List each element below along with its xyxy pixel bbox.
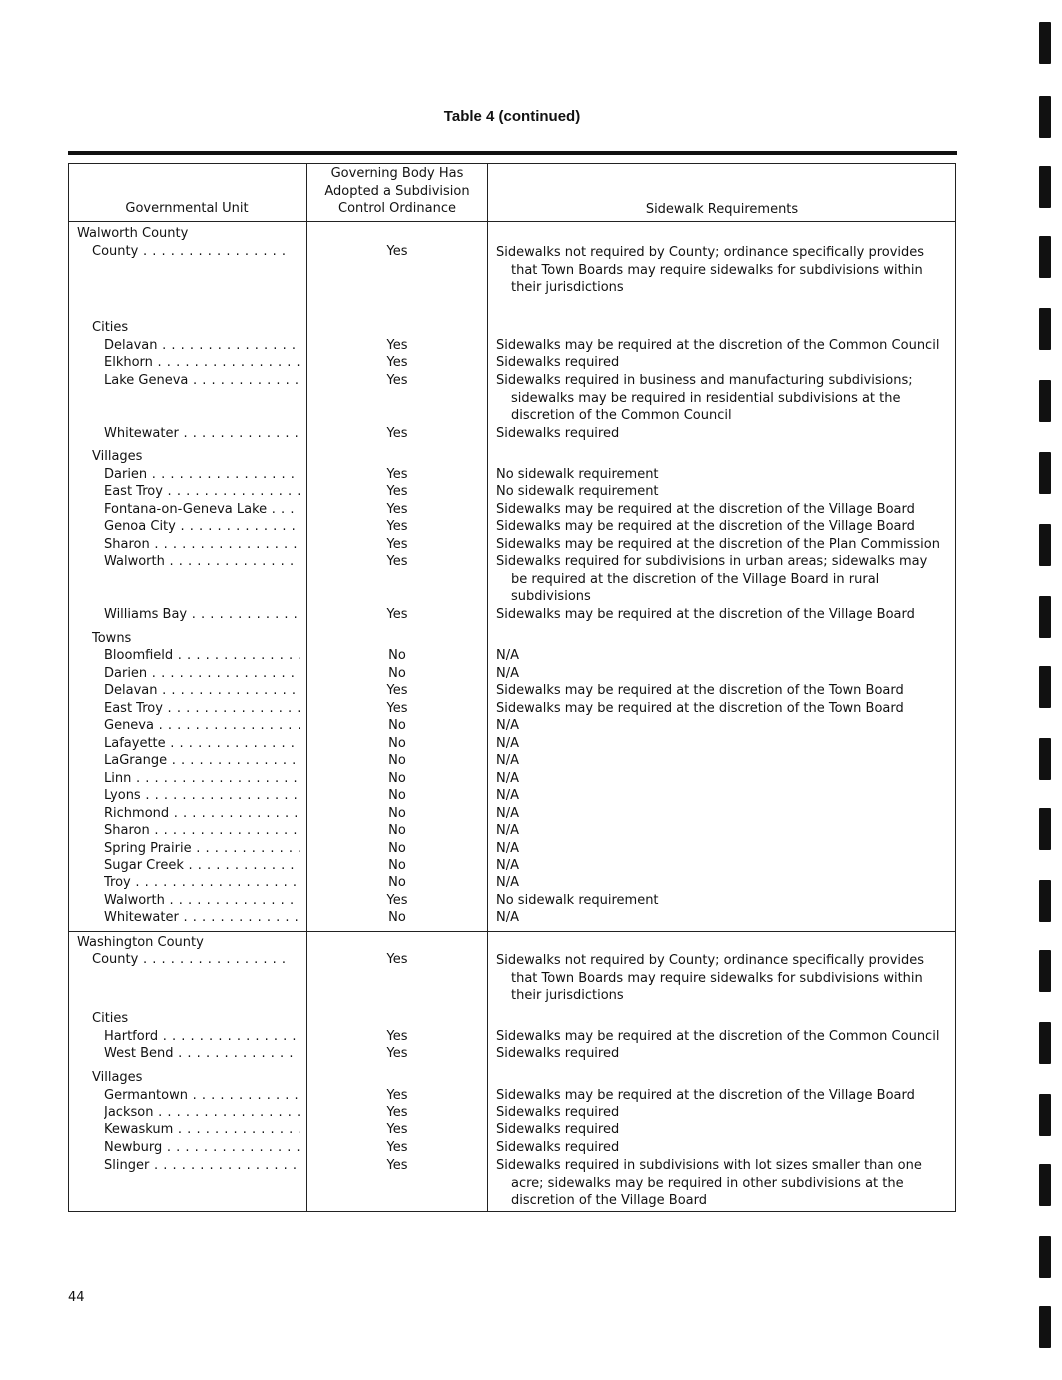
ordinance-value: Yes (386, 373, 408, 388)
binder-mark (1039, 666, 1051, 708)
group-label: Villages (92, 1070, 143, 1085)
section-divider (68, 931, 956, 932)
group-label: Towns (92, 631, 132, 646)
unit-name: Sugar Creek . . . (104, 857, 300, 875)
unit-name: Darien . . . (104, 665, 300, 683)
ordinance-value: Yes (386, 338, 408, 353)
requirement-line: subdivisions (511, 589, 591, 604)
requirement-text (496, 952, 951, 1005)
unit-name: Williams Bay . . . (104, 606, 300, 624)
requirement-text: N/A (496, 771, 519, 786)
ordinance-value: Yes (386, 607, 408, 622)
ordinance-value: Yes (386, 1029, 408, 1044)
binder-mark (1039, 1022, 1051, 1064)
binder-mark (1039, 738, 1051, 780)
county-heading: Walworth County (77, 226, 189, 241)
page-number: 44 (68, 1290, 85, 1305)
requirement-text: N/A (496, 753, 519, 768)
ordinance-value: No (388, 788, 406, 803)
unit-name: Spring Prairie . . . (104, 840, 300, 858)
ordinance-value: Yes (386, 1122, 408, 1137)
table-title: Table 4 (continued) (443, 108, 581, 125)
unit-name: Slinger . . . (104, 1157, 300, 1175)
requirement-text: Sidewalks required (496, 355, 620, 370)
requirement-text: Sidewalks required (496, 1122, 620, 1137)
requirement-line: be required at the discretion of the Village Board in rural (511, 571, 880, 587)
unit-name: Whitewater . . . (104, 425, 300, 443)
ordinance-value: Yes (386, 701, 408, 716)
unit-name: Delavan . . . (104, 682, 300, 700)
requirement-text: Sidewalks may be required at the discretion of the Village Board (496, 607, 915, 622)
requirement-line: Sidewalks required in subdivisions with lot sizes smaller than one (496, 1158, 922, 1173)
unit-name: Walworth . . . (104, 553, 300, 571)
requirement-text (496, 372, 951, 425)
requirement-text: N/A (496, 666, 519, 681)
ordinance-value: No (388, 910, 406, 925)
ordinance-value: No (388, 771, 406, 786)
unit-name: Lake Geneva . . . (104, 372, 300, 390)
unit-name: LaGrange . . . (104, 752, 300, 770)
ordinance-value: Yes (386, 1046, 408, 1061)
unit-name: East Troy . . . (104, 483, 300, 501)
binder-mark (1039, 1236, 1051, 1278)
requirement-text: N/A (496, 718, 519, 733)
requirement-line: their jurisdictions (511, 280, 624, 295)
requirement-text: Sidewalks may be required at the discretion of the Plan Commission (496, 537, 940, 552)
ordinance-value: No (388, 666, 406, 681)
requirement-text (496, 553, 951, 606)
unit-name: Hartford . . . (104, 1028, 300, 1046)
unit-name: County . . . (92, 243, 288, 261)
ordinance-value: No (388, 648, 406, 663)
ordinance-value: Yes (386, 1158, 408, 1173)
requirement-text: Sidewalks required (496, 1046, 620, 1061)
unit-name: Richmond . . . (104, 805, 300, 823)
requirement-text: N/A (496, 858, 519, 873)
requirement-line: Sidewalks not required by County; ordinance specifically provides (496, 245, 925, 260)
ordinance-value: Yes (386, 355, 408, 370)
ordinance-value: Yes (386, 1105, 408, 1120)
top-rule (68, 151, 957, 155)
unit-name: Sharon . . . (104, 822, 300, 840)
unit-name: Fontana-on-Geneva Lake . . . (104, 501, 300, 519)
requirement-text: Sidewalks required (496, 426, 620, 441)
unit-name: Elkhorn . . . (104, 354, 300, 372)
unit-name: Lafayette . . . (104, 735, 300, 753)
header-ordinance-line: Governing Body Has (330, 166, 464, 181)
requirement-line: their jurisdictions (511, 988, 624, 1003)
requirement-line: discretion of the Common Council (511, 408, 732, 423)
group-label: Cities (92, 320, 129, 335)
unit-name: Sharon . . . (104, 536, 300, 554)
binder-mark (1039, 166, 1051, 208)
requirement-text (496, 1157, 951, 1210)
binder-mark (1039, 1306, 1051, 1348)
ordinance-value: Yes (386, 683, 408, 698)
header-ordinance-line: Adopted a Subdivision (324, 183, 470, 199)
requirement-text: Sidewalks required (496, 1140, 620, 1155)
unit-name: West Bend . . . (104, 1045, 300, 1063)
unit-name: Geneva . . . (104, 717, 300, 735)
requirement-text: Sidewalks may be required at the discretion of the Common Council (496, 1029, 940, 1044)
ordinance-value: No (388, 858, 406, 873)
ordinance-value: No (388, 875, 406, 890)
ordinance-value: No (388, 718, 406, 733)
requirement-text: N/A (496, 823, 519, 838)
binder-mark (1039, 880, 1051, 922)
header-divider (68, 221, 956, 222)
requirement-text: Sidewalks may be required at the discretion of the Village Board (496, 502, 915, 517)
requirement-text: Sidewalks may be required at the discretion of the Town Board (496, 701, 904, 716)
binder-mark (1039, 308, 1051, 350)
requirement-line: Sidewalks not required by County; ordinance specifically provides (496, 953, 925, 968)
unit-name: Newburg . . . (104, 1139, 300, 1157)
unit-name: Linn . . . (104, 770, 300, 788)
header-ordinance-line: Control Ordinance (338, 201, 456, 216)
binder-mark (1039, 96, 1051, 138)
requirement-text: Sidewalks may be required at the discretion of the Village Board (496, 1088, 915, 1103)
requirement-text: N/A (496, 648, 519, 663)
requirement-text: Sidewalks may be required at the discretion of the Village Board (496, 519, 915, 534)
requirement-text: N/A (496, 910, 519, 925)
unit-name: Genoa City . . . (104, 518, 300, 536)
ordinance-value: Yes (386, 244, 408, 259)
ordinance-value: Yes (386, 519, 408, 534)
binder-mark (1039, 1094, 1051, 1136)
ordinance-value: Yes (386, 1140, 408, 1155)
requirement-text: N/A (496, 736, 519, 751)
header-governmental-unit: Governmental Unit (125, 201, 249, 216)
requirement-line: sidewalks may be required in residential subdivisions at the (511, 390, 901, 406)
ordinance-value: No (388, 736, 406, 751)
unit-name: Germantown . . . (104, 1087, 300, 1105)
requirement-text: No sidewalk requirement (496, 467, 659, 482)
ordinance-value: No (388, 753, 406, 768)
ordinance-value: Yes (386, 893, 408, 908)
requirement-text: N/A (496, 875, 519, 890)
header-ordinance (307, 165, 487, 218)
unit-name: Jackson . . . (104, 1104, 300, 1122)
unit-name: Darien . . . (104, 466, 300, 484)
unit-name: Walworth . . . (104, 892, 300, 910)
ordinance-value: Yes (386, 952, 408, 967)
ordinance-value: No (388, 823, 406, 838)
requirement-text: No sidewalk requirement (496, 893, 659, 908)
unit-name: Troy . . . (104, 874, 300, 892)
requirement-text: Sidewalks required (496, 1105, 620, 1120)
ordinance-value: Yes (386, 467, 408, 482)
binder-mark (1039, 236, 1051, 278)
binder-mark (1039, 950, 1051, 992)
binder-mark (1039, 22, 1051, 64)
ordinance-value: No (388, 806, 406, 821)
requirement-text (496, 244, 951, 297)
requirement-text: N/A (496, 841, 519, 856)
binder-mark (1039, 808, 1051, 850)
requirement-text: N/A (496, 806, 519, 821)
requirement-text: No sidewalk requirement (496, 484, 659, 499)
requirement-line: Sidewalks required in business and manufacturing subdivisions; (496, 373, 913, 388)
unit-name: Kewaskum . . . (104, 1121, 300, 1139)
header-sidewalk-requirements: Sidewalk Requirements (645, 202, 799, 217)
ordinance-value: Yes (386, 502, 408, 517)
binder-mark (1039, 524, 1051, 566)
binder-mark (1039, 596, 1051, 638)
binder-mark (1039, 380, 1051, 422)
ordinance-value: Yes (386, 1088, 408, 1103)
unit-name: Bloomfield . . . (104, 647, 300, 665)
ordinance-value: Yes (386, 537, 408, 552)
requirement-text: Sidewalks may be required at the discretion of the Common Council (496, 338, 940, 353)
group-label: Cities (92, 1011, 129, 1026)
requirement-text: N/A (496, 788, 519, 803)
requirement-line: Sidewalks required for subdivisions in urban areas; sidewalks may (496, 554, 928, 569)
ordinance-value: No (388, 841, 406, 856)
binder-mark (1039, 1164, 1051, 1206)
requirement-text: Sidewalks may be required at the discretion of the Town Board (496, 683, 904, 698)
ordinance-value: Yes (386, 426, 408, 441)
unit-name: Delavan . . . (104, 337, 300, 355)
ordinance-value: Yes (386, 484, 408, 499)
requirement-line: that Town Boards may require sidewalks for subdivisions within (511, 262, 923, 278)
requirement-line: acre; sidewalks may be required in other subdivisions at the (511, 1175, 904, 1191)
requirement-line: that Town Boards may require sidewalks for subdivisions within (511, 970, 923, 986)
ordinance-value: Yes (386, 554, 408, 569)
unit-name: County . . . (92, 951, 288, 969)
county-heading: Washington County (77, 935, 204, 950)
column-divider (487, 163, 488, 1212)
group-label: Villages (92, 449, 143, 464)
requirement-line: discretion of the Village Board (511, 1193, 708, 1208)
binder-mark (1039, 452, 1051, 494)
unit-name: Lyons . . . (104, 787, 300, 805)
unit-name: Whitewater . . . (104, 909, 300, 927)
unit-name: East Troy . . . (104, 700, 300, 718)
